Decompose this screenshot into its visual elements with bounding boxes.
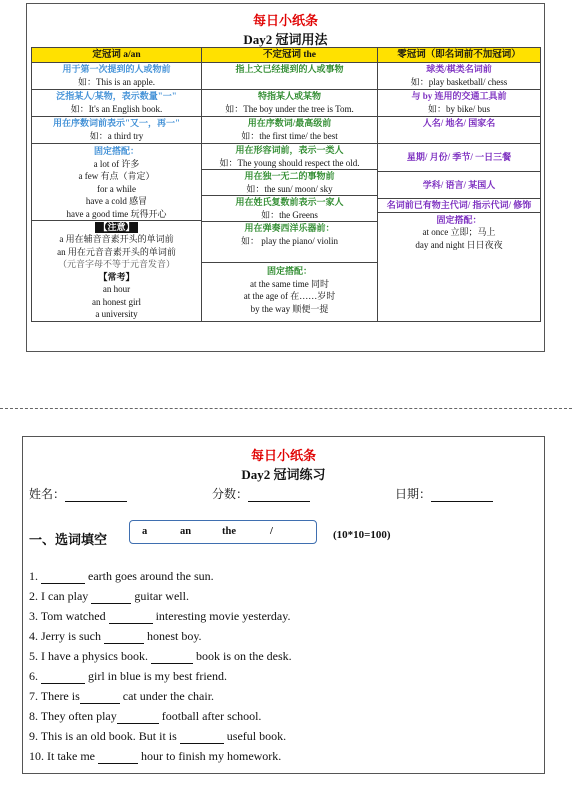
question-text: 5. I have a physics book. [29,649,151,663]
answer-blank[interactable] [180,731,224,744]
date-field[interactable]: 日期： [395,485,493,502]
question-text: useful book. [223,729,287,743]
question-1 [29,569,214,584]
question-text: 1. [29,569,41,583]
usage-table [31,47,541,322]
answer-blank[interactable] [117,711,159,724]
question-text: 8. They often play [29,709,117,723]
question-7 [29,689,214,704]
question-text: 2. I can play [29,589,92,603]
question-text: book is on the desk. [192,649,292,663]
question-8 [29,709,261,724]
question-3 [29,609,290,624]
question-text: girl in blue is my best friend. [85,669,227,683]
question-text: 3. Tom watched [29,609,109,623]
question-text: 4. Jerry is such [29,629,104,643]
col2-lower: 用在形容词前，表示一类人 如：The young should respect the old. 用在独一无二的事物前 如：the sun/ moon/ sky 用在姓氏复数前表示一家人 如：the Greens 用在弹奏西洋乐器前： 如： play the piano/ violin 固定搭配： at the same time 同时 at the age of 在……岁时 by the way 顺便一提 [202,144,378,322]
score-field[interactable]: 分数： [212,485,310,502]
question-text: 6. [29,669,41,683]
section-title: 一、选词填空 [29,532,108,547]
question-text: earth goes around the sun. [85,569,214,583]
question-text: interesting movie yesterday. [152,609,291,623]
note-section: 【注意】 a 用在辅音音素开头的单词前 an 用在元音音素开头的单词前 （元音字母不等于元音发音） 【常考】 an hour an honest girl a university [32,220,201,321]
col1-row2: 泛指某人/某物，表示数量"一" 如：It's an English book. [32,90,202,117]
header-col2: 不定冠词 the [202,48,378,63]
name-field[interactable]: 姓名： [29,485,127,502]
question-text: honest boy. [144,629,202,643]
card2-subtitle: Day2 冠词练习 [241,467,326,482]
col1-row1: 用于第一次提到的人或物前 如：This is an apple. [32,63,202,90]
col2-row2: 特指某人或某物 如：The boy under the tree is Tom. [202,90,378,117]
answer-blank[interactable] [109,611,153,624]
question-text: cat under the chair. [119,689,215,703]
question-6 [29,669,227,684]
card1-title: 每日小纸条 [252,13,318,28]
col3-lower: 星期/ 月份/ 季节/ 一日三餐 学科/ 语言/ 某国人 名词前已有物主代词/ 指示代词/ 修饰 固定搭配： at once 立即；马上 day and night 日日夜夜 [378,144,541,322]
header-col1: 定冠词 a/an [32,48,202,63]
header-col3: 零冠词（即名词前不加冠词） [378,48,541,63]
answer-blank[interactable] [80,691,120,704]
answer-blank[interactable] [91,591,131,604]
answer-blank[interactable] [98,751,138,764]
note-badge: 【注意】 [95,222,137,233]
question-10 [29,749,281,764]
score-note: (10*10=100) [333,529,391,541]
exercise-card [22,436,545,774]
question-text: football after school. [158,709,262,723]
col1-row3: 用在序数词前表示"又一，再一" 如：a third try [32,117,202,144]
col3-row2: 与 by 连用的交通工具前 如：by bike/ bus [378,90,541,117]
question-text: 7. There is [29,689,80,703]
card2-title: 每日小纸条 [250,448,316,463]
answer-blank[interactable] [104,631,144,644]
option-none: / [270,526,273,537]
option-the: the [222,526,236,537]
question-4 [29,629,202,644]
option-a: a [142,526,148,537]
col3-row1: 球类/棋类名词前 如：play basketball/ chess [378,63,541,90]
cut-line [0,408,572,409]
answer-blank[interactable] [41,671,85,684]
card1-subtitle: Day2 冠词用法 [243,32,328,47]
col3-row3: 人名/ 地名/ 国家名 [378,117,541,144]
question-text: 9. This is an old book. But it is [29,729,180,743]
question-9 [29,729,286,744]
word-bank [129,520,317,544]
col2-row1: 指上文已经提到的人或事物 [202,63,378,90]
usage-card [26,3,545,352]
answer-blank[interactable] [151,651,193,664]
col2-row3: 用在序数词/最高级前 如：the first time/ the best [202,117,378,144]
question-text: guitar well. [131,589,189,603]
col1-notes: 固定搭配： a lot of 许多 a few 有点（肯定） for a while have a cold 感冒 have a good time 玩得开心 【注意】 a 用在辅音音素开头的单词前 an 用在元音音素开头的单词前 （元音字母不等于元音发音） 【常考】 an hour an honest girl a university [32,144,202,322]
question-text: 10. It take me [29,749,98,763]
answer-blank[interactable] [41,571,85,584]
question-2 [29,589,189,604]
question-text: hour to finish my homework. [137,749,282,763]
option-an: an [180,526,192,537]
test-head: 【常考】 [98,271,135,282]
question-5 [29,649,292,664]
